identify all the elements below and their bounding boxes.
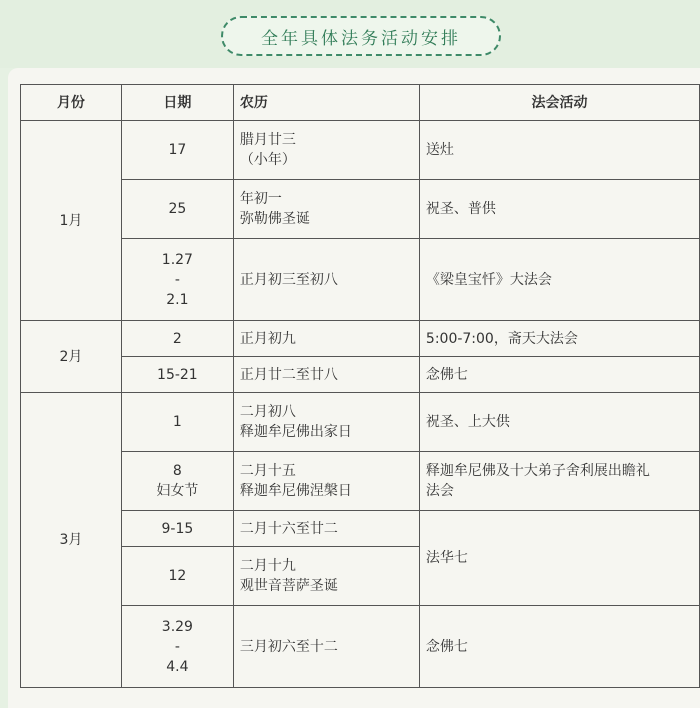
date-text: 2.1 [166,291,189,308]
lunar-text: 正月初九 [239,330,296,347]
activity-cell [419,357,699,393]
activity-cell [419,321,699,357]
date-text: 8 [172,463,182,479]
date-cell [121,393,233,452]
activity-cell [419,452,699,511]
activity-text: 祝圣、上大供 [425,414,510,430]
activity-text: 念佛七 [425,638,468,655]
lunar-cell [233,321,419,357]
lunar-text: 释迦牟尼佛出家日 [239,424,352,440]
header-lunar: 农历 [233,85,419,121]
lunar-text: 正月廿二至廿八 [239,366,338,383]
table-header-row [21,85,700,121]
table-row [21,180,700,239]
month-cell-mar: 3月 [21,393,122,688]
lunar-text: 二月初八 [239,404,296,420]
table-row [21,511,700,547]
header-date: 日期 [121,85,233,121]
lunar-text: 释迦牟尼佛涅槃日 [239,483,352,499]
activity-cell [419,511,699,606]
date-text: 25 [168,201,187,217]
date-text: 1 [172,414,182,430]
date-cell [121,180,233,239]
lunar-cell [233,606,419,688]
title-banner [0,0,700,68]
activity-text: 《梁皇宝忏》大法会 [425,271,552,288]
header-month: 月份 [21,85,122,121]
date-cell [121,547,233,606]
activity-cell [419,180,699,239]
lunar-text: 弥勒佛圣诞 [239,211,310,227]
activity-text: 祝圣、普供 [425,201,496,217]
activity-text: 5:00-7:00，斋天大法会 [425,330,578,347]
lunar-text: 二月十六至廿二 [239,520,338,537]
date-cell [121,239,233,321]
activity-cell [419,239,699,321]
lunar-cell [233,239,419,321]
date-cell [121,606,233,688]
table-row [21,393,700,452]
activity-text: 念佛七 [425,366,468,383]
date-text: 17 [168,142,187,158]
date-text: 1.27 [161,251,193,268]
date-text: - [174,271,180,288]
lunar-cell [233,357,419,393]
activity-text: 法会 [425,483,454,499]
date-text: 4.4 [166,658,189,675]
lunar-text: 年初一 [239,191,282,207]
lunar-text: 正月初三至初八 [239,271,338,288]
date-text: 2 [172,330,182,347]
page-title: 全年具体法务活动安排 [221,16,501,56]
lunar-cell [233,180,419,239]
lunar-cell [233,547,419,606]
date-text: 3.29 [161,618,193,635]
lunar-text: 三月初六至十二 [239,638,338,655]
date-cell [121,321,233,357]
lunar-text: 腊月廿三 [239,132,296,148]
activity-text: 送灶 [425,142,454,158]
table-row [21,321,700,357]
table-row [21,357,700,393]
lunar-text: 二月十九 [239,558,296,574]
lunar-cell [233,511,419,547]
date-text: - [174,638,180,655]
schedule-table [20,84,700,688]
table-row [21,121,700,180]
header-activity: 法会活动 [419,85,699,121]
activity-cell [419,121,699,180]
table-row [21,239,700,321]
date-cell [121,452,233,511]
date-text: 9-15 [161,520,194,537]
month-cell-feb: 2月 [21,321,122,393]
table-row [21,606,700,688]
date-cell [121,121,233,180]
lunar-text: 二月十五 [239,463,296,479]
activity-cell [419,606,699,688]
activity-cell [419,393,699,452]
table-row [21,452,700,511]
date-text: 妇女节 [156,483,199,499]
activity-text: 法华七 [425,550,468,566]
lunar-text: 观世音菩萨圣诞 [239,578,338,594]
month-cell-jan: 1月 [21,121,122,321]
activity-text: 释迦牟尼佛及十大弟子舍利展出瞻礼 [425,463,650,479]
lunar-cell [233,393,419,452]
date-text: 15-21 [157,366,198,383]
date-text: 12 [168,568,187,584]
date-cell [121,511,233,547]
lunar-text: （小年） [239,152,296,168]
date-cell [121,357,233,393]
lunar-cell [233,121,419,180]
lunar-cell [233,452,419,511]
